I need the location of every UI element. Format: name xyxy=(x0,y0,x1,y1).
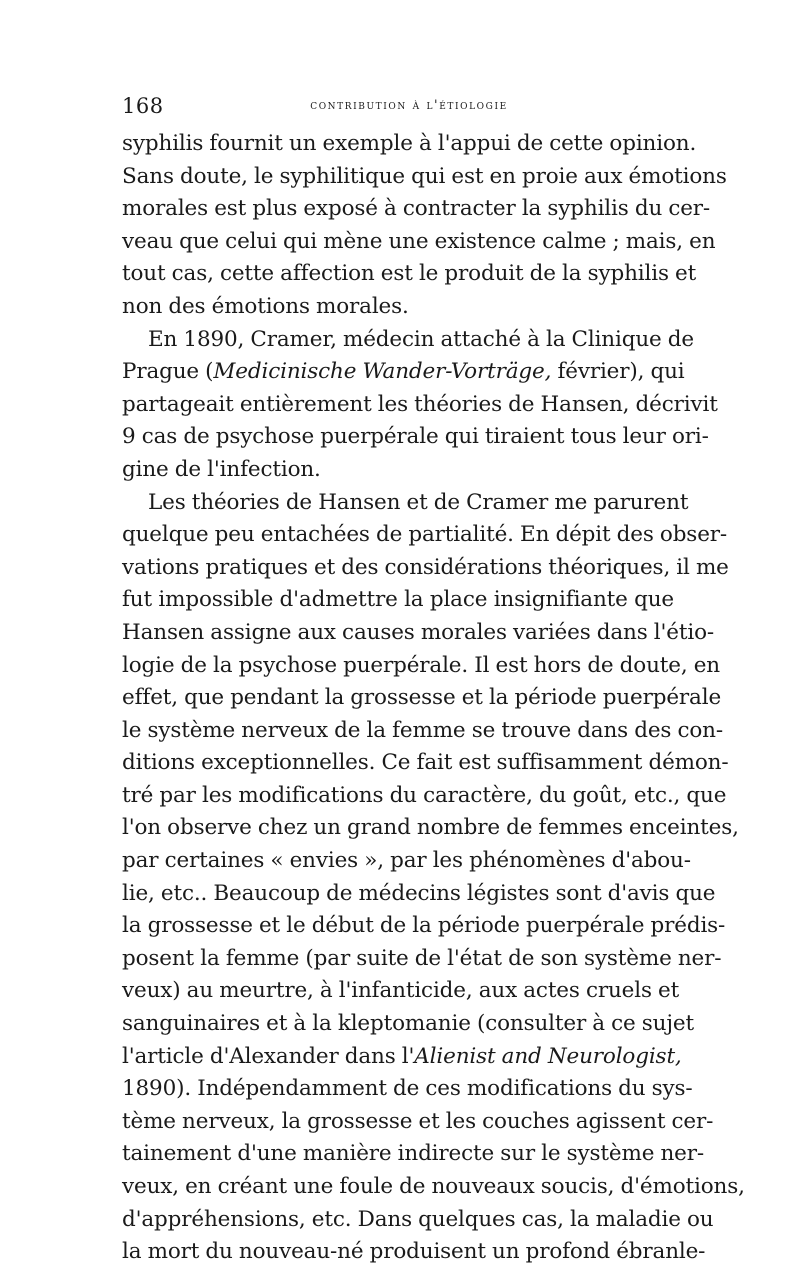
text-line: le système nerveux de la femme se trouve dans des con- xyxy=(122,717,723,743)
text-line: la mort du nouveau-né produisent un profond ébranle- xyxy=(122,1239,706,1265)
text-line: l'on observe chez un grand nombre de femmes enceintes, xyxy=(122,815,739,841)
text-line: non des émotions morales. xyxy=(122,293,409,319)
text-line: ditions exceptionnelles. Ce fait est suffisamment démon- xyxy=(122,750,729,776)
text-line: effet, que pendant la grossesse et la période puerpérale xyxy=(122,685,722,711)
text-line: 1890). Indépendamment de ces modifications du sys- xyxy=(122,1076,693,1102)
text-line: tout cas, cette affection est le produit de la syphilis et xyxy=(122,261,697,287)
text-line: vations pratiques et des considérations théoriques, il me xyxy=(122,554,729,580)
text-line: tré par les modifications du caractère, du goût, etc., que xyxy=(122,782,727,808)
text-line: tainement d'une manière indirecte sur le système ner- xyxy=(122,1141,704,1167)
text-line: En 1890, Cramer, médecin attaché à la Clinique de xyxy=(148,326,694,352)
text-line: quelque peu entachées de partialité. En dépit des obser- xyxy=(122,522,728,548)
text-line: lie, etc.. Beaucoup de médecins légistes sont d'avis que xyxy=(122,880,716,906)
text-line: morales est plus exposé à contracter la syphilis du cer- xyxy=(122,196,711,222)
text-line: syphilis fournit un exemple à l'appui de cette opinion. xyxy=(122,131,697,156)
text-line: logie de la psychose puerpérale. Il est hors de doute, en xyxy=(122,652,720,678)
running-head xyxy=(122,94,674,120)
text-line: partageait entièrement les théories de Hansen, décrivit xyxy=(122,391,718,417)
text-line: 9 cas de psychose puerpérale qui tiraient tous leur ori- xyxy=(122,424,709,450)
text-line: veux, en créant une foule de nouveaux soucis, d'émotions, xyxy=(122,1174,745,1199)
text-line xyxy=(122,1041,682,1074)
text-segment: février), qui xyxy=(551,359,685,385)
text-line: veau que celui qui mène une existence calme ; mais, en xyxy=(122,228,716,254)
text-line xyxy=(122,356,685,389)
text-line: veux) au meurtre, à l'infanticide, aux actes cruels et xyxy=(122,978,680,1004)
body-text xyxy=(122,128,745,1269)
text-line: Les théories de Hansen et de Cramer me parurent xyxy=(148,489,689,515)
text-segment: l'article d'Alexander dans l' xyxy=(122,1043,415,1069)
page-number: 168 xyxy=(122,94,164,118)
text-line: sanguinaires et à la kleptomanie (consulter à ce sujet xyxy=(122,1011,694,1037)
text-line: d'appréhensions, etc. Dans quelques cas, la maladie ou xyxy=(122,1206,714,1232)
text-line: la grossesse et le début de la période puerpérale prédis- xyxy=(122,913,726,939)
text-line: par certaines « envies », par les phénomènes d'abou- xyxy=(122,848,691,874)
text-line: Sans doute, le syphilitique qui est en proie aux émotions xyxy=(122,163,727,189)
text-segment: Prague ( xyxy=(122,359,214,385)
italic-title: Medicinische Wander-Vorträge, xyxy=(213,359,552,385)
text-line: gine de l'infection. xyxy=(122,456,321,482)
running-title: contribution à l'étiologie xyxy=(310,98,508,113)
text-line: posent la femme (par suite de l'état de son système ner- xyxy=(122,945,722,971)
text-line: tème nerveux, la grossesse et les couches agissent cer- xyxy=(122,1108,714,1134)
text-line: Hansen assigne aux causes morales variées dans l'étio- xyxy=(122,619,714,645)
text-line: fut impossible d'admettre la place insignifiante que xyxy=(122,587,674,613)
italic-title: Alienist and Neurologist, xyxy=(414,1043,682,1069)
